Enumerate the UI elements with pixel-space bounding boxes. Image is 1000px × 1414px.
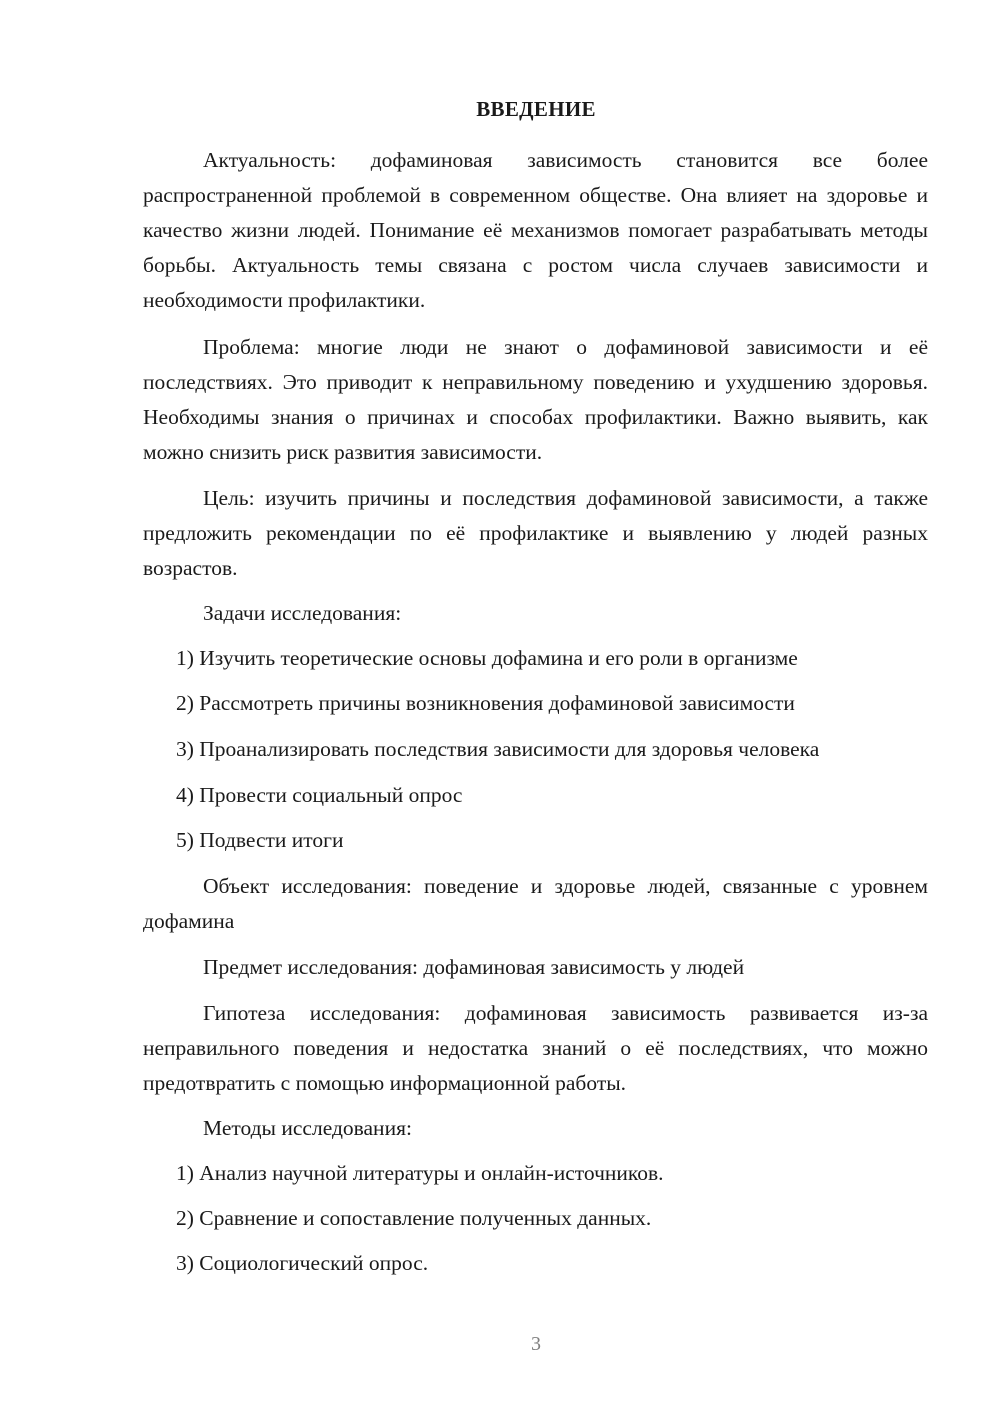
task-item-4: 4) Провести социальный опрос bbox=[176, 783, 463, 807]
task-item-3: 3) Проанализировать последствия зависимости для здоровья человека bbox=[176, 737, 820, 761]
page-title: ВВЕДЕНИЕ bbox=[476, 97, 596, 121]
paragraph-problem: Проблема: многие люди не знают о дофаминовой зависимости и её последствиях. Это приводит к неправильному поведению и ухудшению здоровья. Необходимы знания о причинах и способах профилактики. Важно выявить, как можно снизить риск развития зависимости. bbox=[143, 335, 928, 464]
paragraph-hypothesis: Гипотеза исследования: дофаминовая зависимость развивается из-за неправильного поведения и недостатка знаний о её последствиях, что можно предотвратить с помощью информационной работы. bbox=[143, 1001, 928, 1095]
tasks-title: Задачи исследования: bbox=[203, 601, 402, 625]
paragraph-object: Объект исследования: поведение и здоровье людей, связанные с уровнем дофамина bbox=[143, 874, 928, 933]
method-item-1: 1) Анализ научной литературы и онлайн-источников. bbox=[176, 1161, 664, 1185]
task-item-2: 2) Рассмотреть причины возникновения дофаминовой зависимости bbox=[176, 691, 795, 715]
task-item-5: 5) Подвести итоги bbox=[176, 828, 344, 852]
paragraph-subject: Предмет исследования: дофаминовая зависимость у людей bbox=[203, 955, 745, 979]
paragraph-relevance: Актуальность: дофаминовая зависимость становится все более распространенной проблемой в современном обществе. Она влияет на здоровье и качество жизни людей. Понимание её механизмов помогает разрабатывать методы борьбы. Актуальность темы связана с ростом числа случаев зависимости и необходимости профилактики. bbox=[143, 148, 928, 312]
method-item-2: 2) Сравнение и сопоставление полученных данных. bbox=[176, 1206, 652, 1230]
paragraph-goal: Цель: изучить причины и последствия дофаминовой зависимости, а также предложить рекомендации по её профилактике и выявлению у людей разных возрастов. bbox=[143, 486, 928, 580]
methods-title: Методы исследования: bbox=[203, 1116, 412, 1140]
page-number: 3 bbox=[531, 1333, 541, 1355]
task-item-1: 1) Изучить теоретические основы дофамина и его роли в организме bbox=[176, 646, 798, 670]
method-item-3: 3) Социологический опрос. bbox=[176, 1251, 429, 1275]
